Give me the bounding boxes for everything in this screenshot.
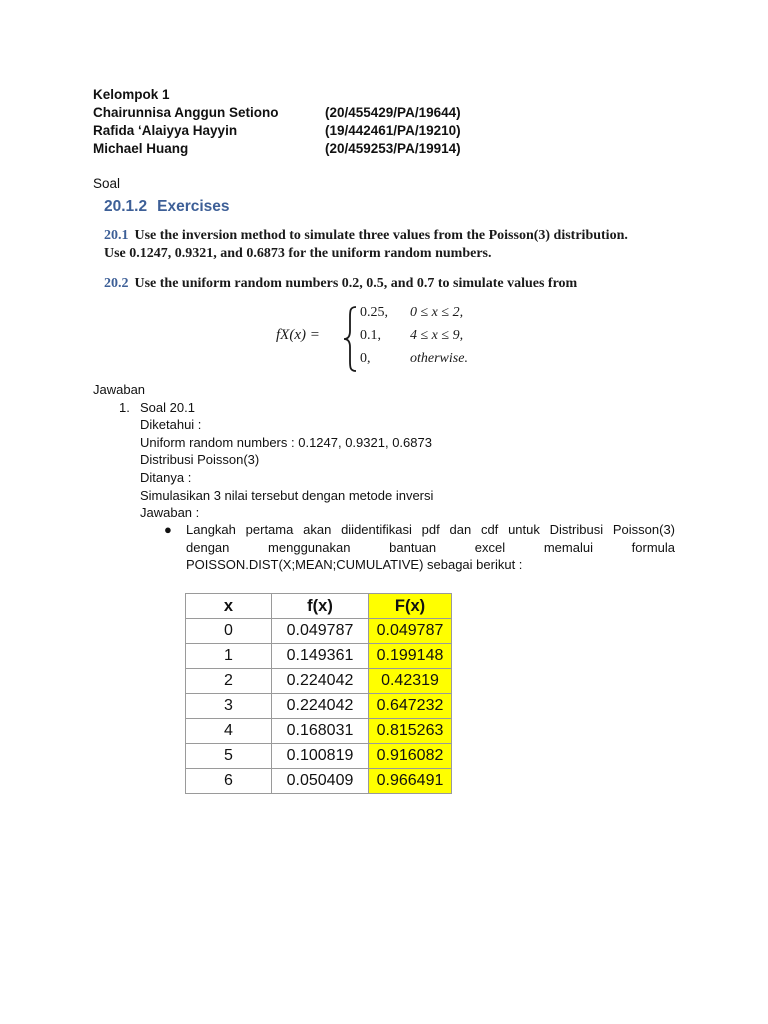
list-marker: 1. [119,399,130,415]
formula-case [360,305,463,321]
case-condition: 0 ≤ x ≤ 2, [410,305,464,320]
table-cell: 0.168031 [272,719,369,744]
table-cell: 0.049787 [369,619,452,644]
case-value: 0, [360,351,371,366]
formula-lhs: fX(x) = [276,327,320,343]
member-row [93,140,461,158]
column-header-pdf: f(x) [272,594,369,619]
table-cell: 0.100819 [272,744,369,769]
group-header [93,86,461,158]
table-row [186,644,452,669]
poisson-table [185,593,452,794]
answer-line: Uniform random numbers : 0.1247, 0.9321, 0.6873 [140,434,432,450]
table-cell: 0.149361 [272,644,369,669]
table-cell: 0.199148 [369,644,452,669]
bullet-text [186,521,675,574]
table-cell: 0.049787 [272,619,369,644]
member-row [93,122,461,140]
table-cell: 5 [186,744,272,769]
soal-label: Soal [93,176,121,191]
bullet-line: dengan menggunakan bantuan excel memalui formula [186,539,675,555]
column-header-cdf: F(x) [369,594,452,619]
answer-item [93,399,433,417]
bullet-dot-icon: ● [164,522,172,537]
answer-line: Simulasikan 3 nilai tersebut dengan metode inversi [140,487,434,503]
exercise-20-1 [104,227,628,263]
group-title: Kelompok 1 [93,87,170,102]
table-cell: 0 [186,619,272,644]
exercise-text: Use 0.1247, 0.9321, and 0.6873 for the uniform random numbers. [104,246,492,261]
answer-line: Jawaban : [140,505,200,521]
case-condition: otherwise. [410,351,468,366]
member-nim: (20/459253/PA/19914) [325,141,461,156]
table-cell: 0.966491 [369,769,452,794]
member-nim: (20/455429/PA/19644) [325,105,461,120]
table-cell: 0.42319 [369,669,452,694]
table-header-row [186,594,452,619]
member-name: Rafida ‘Alaiyya Hayyin [93,123,238,138]
member-nim: (19/442461/PA/19210) [325,123,461,138]
answer-section [93,381,433,522]
bullet-line: Langkah pertama akan diidentifikasi pdf dan cdf untuk Distribusi Poisson(3) [186,522,675,537]
exercise-text: Use the uniform random numbers 0.2, 0.5, and 0.7 to simulate values from [134,276,578,291]
table-cell: 3 [186,694,272,719]
table-cell: 0.224042 [272,694,369,719]
case-value: 0.25, [360,305,388,320]
exercise-number: 20.1 [104,228,129,243]
column-header-x: x [186,594,272,619]
member-name: Chairunnisa Anggun Setiono [93,105,279,120]
table-row [186,719,452,744]
answer-line: Diketahui : [140,417,202,433]
table-cell: 6 [186,769,272,794]
case-condition: 4 ≤ x ≤ 9, [410,328,464,343]
exercise-20-2 [104,275,577,293]
table-row [186,619,452,644]
exercise-scan [100,194,640,376]
table-row [186,694,452,719]
curly-brace-icon [342,305,358,373]
table-cell: 0.050409 [272,769,369,794]
table-row [186,669,452,694]
table-row [186,744,452,769]
answer-line: Distribusi Poisson(3) [140,452,260,468]
exercise-number: 20.2 [104,276,129,291]
section-number: 20.1.2 [104,198,148,215]
case-value: 0.1, [360,328,381,343]
table-cell: 4 [186,719,272,744]
piecewise-formula [276,305,606,375]
member-name: Michael Huang [93,141,189,156]
item-title: Soal 20.1 [140,399,195,415]
section-title: Exercises [157,198,230,215]
exercise-text: Use the inversion method to simulate three values from the Poisson(3) distribution. [134,228,628,243]
member-row [93,104,461,122]
table-cell: 2 [186,669,272,694]
table-cell: 0.647232 [369,694,452,719]
table-cell: 0.815263 [369,719,452,744]
answer-label: Jawaban [93,382,146,397]
table-row [186,769,452,794]
bullet-line: POISSON.DIST(X;MEAN;CUMULATIVE) sebagai berikut : [186,557,523,573]
table-cell: 1 [186,644,272,669]
exercise-heading [104,198,230,216]
formula-case [360,328,463,344]
formula-case [360,351,468,367]
answer-line: Ditanya : [140,469,192,485]
table-cell: 0.916082 [369,744,452,769]
table-cell: 0.224042 [272,669,369,694]
